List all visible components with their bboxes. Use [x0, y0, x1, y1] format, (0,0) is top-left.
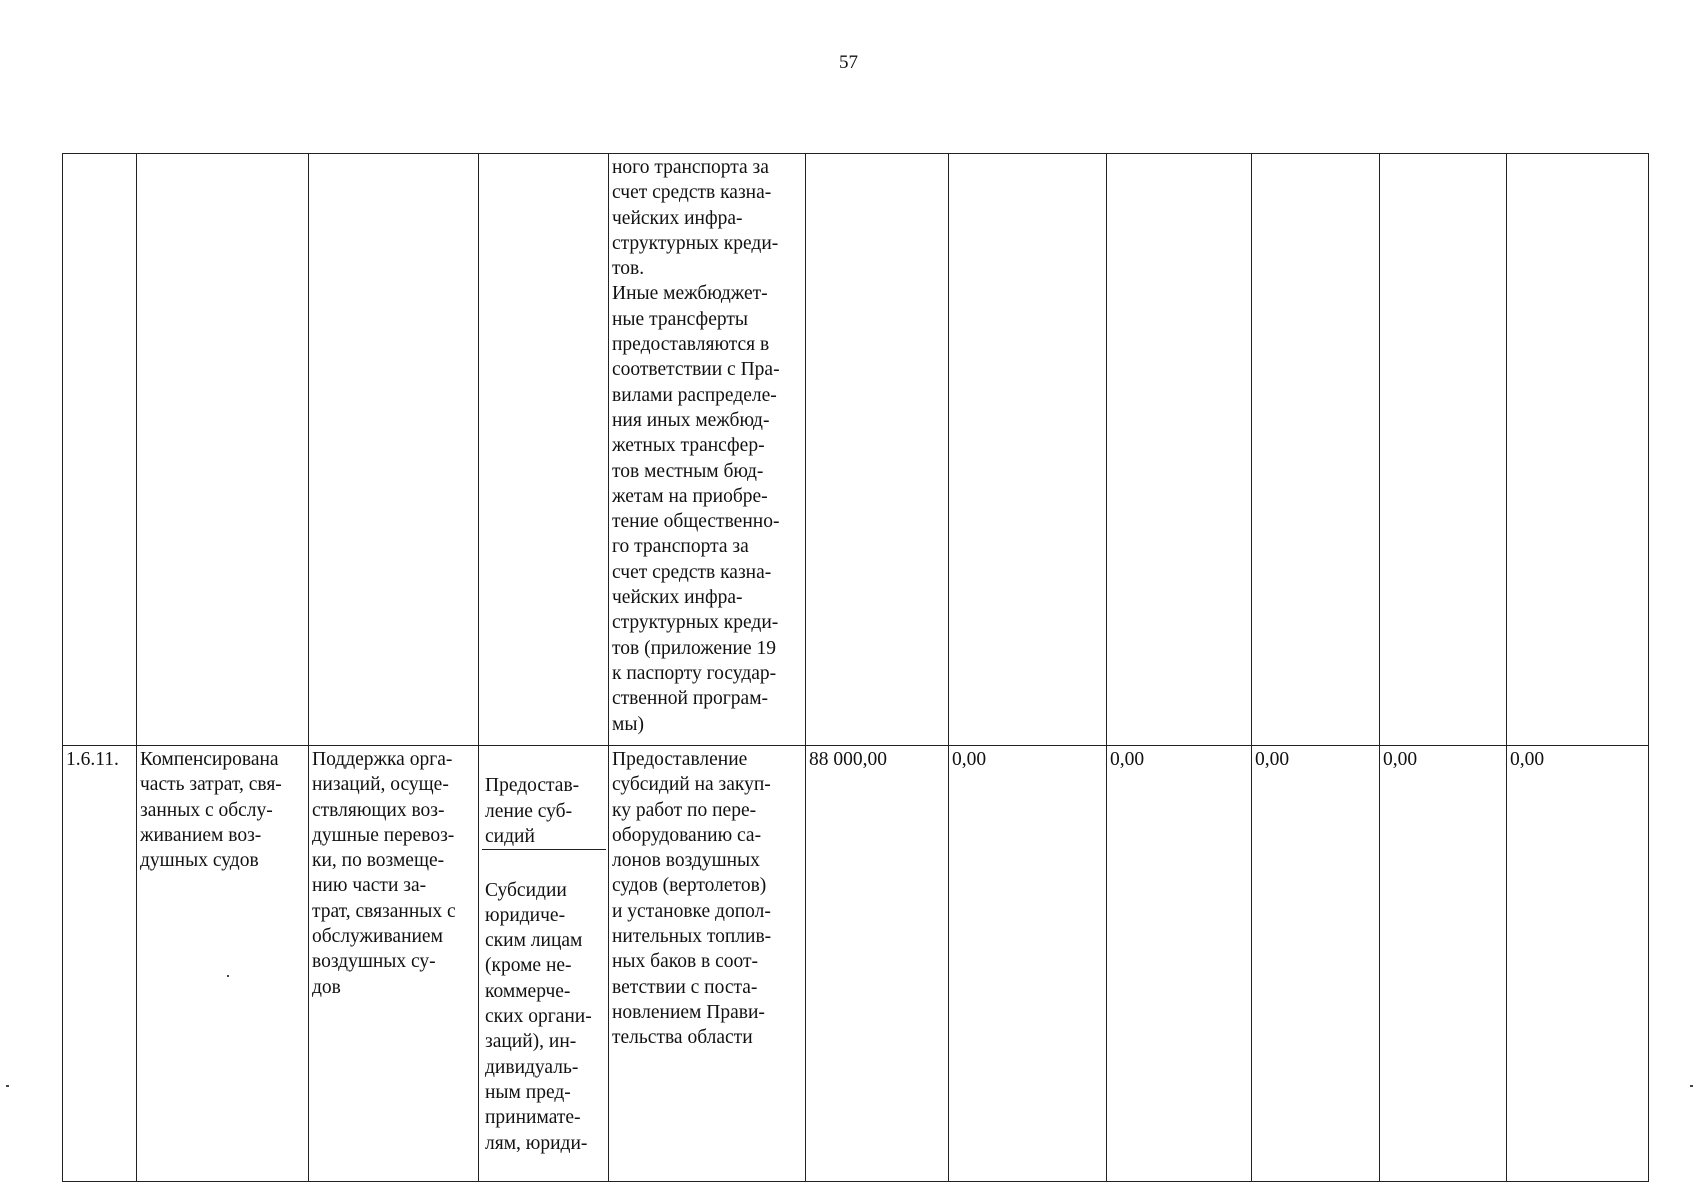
amount-total: 88 000,00 [806, 746, 949, 1182]
scan-mark [1690, 1085, 1693, 1087]
result-cell [137, 154, 309, 746]
amount-year-2: 0,00 [1107, 746, 1252, 1182]
mechanism-cell [479, 154, 609, 746]
program-table [62, 153, 1649, 1182]
amount-year-1: 0,00 [949, 746, 1107, 1182]
amount-year-3: 0,00 [1252, 746, 1380, 1182]
scan-mark [227, 975, 229, 977]
amount-year-5: 0,00 [1507, 746, 1649, 1182]
amount-cell [1507, 154, 1649, 746]
recipients-text: Субсидии юридиче- ским лицам (кроме не- коммерче- ских органи- заций), ин- дивидуаль- ным пред- принимате- лям, юриди- [485, 879, 592, 1154]
table-row-1-6-11 [63, 746, 1649, 1182]
mechanism-cell [479, 746, 609, 1182]
amount-year-4: 0,00 [1380, 746, 1507, 1182]
amount-cell [949, 154, 1107, 746]
amount-cell [1107, 154, 1252, 746]
scan-mark [6, 1085, 9, 1087]
mechanism-text: Предостав- ление суб- сидий [482, 772, 606, 850]
measure-cell: Поддержка орга- низаций, осуще- ствляющих воз- душные перевоз- ки, по возмеще- нию части за- трат, связанных с обслуживанием воздушных су- дов [309, 746, 479, 1182]
amount-cell [806, 154, 949, 746]
number-cell [63, 154, 137, 746]
description-cell: ного транспорта за счет средств казна- чейских инфра- структурных креди- тов. Иные межбюджет- ные трансферты предоставляются в соответствии с Пра- вилами распределе- ния иных межбюд- жетных трансфер- тов местным бюд- жетам на приобре- тение общественно- го транспорта за счет средств казна- чейских инфра- структурных креди- тов (приложение 19 к паспорту государ- ственной програм- мы) [609, 154, 806, 746]
page-number: 57 [839, 52, 858, 73]
continuation-row [63, 154, 1649, 746]
amount-cell [1380, 154, 1507, 746]
amount-cell [1252, 154, 1380, 746]
measure-cell [309, 154, 479, 746]
result-cell: Компенсирована часть затрат, свя- занных с обслу- живанием воз- душных судов [137, 746, 309, 1182]
row-number: 1.6.11. [63, 746, 137, 1182]
description-cell: Предоставление субсидий на закуп- ку работ по пере- оборудованию са- лонов воздушных судов (вертолетов) и установке допол- нительных топлив- ных баков в соот- ветствии с поста- новлением Прави- тельства области [609, 746, 806, 1182]
